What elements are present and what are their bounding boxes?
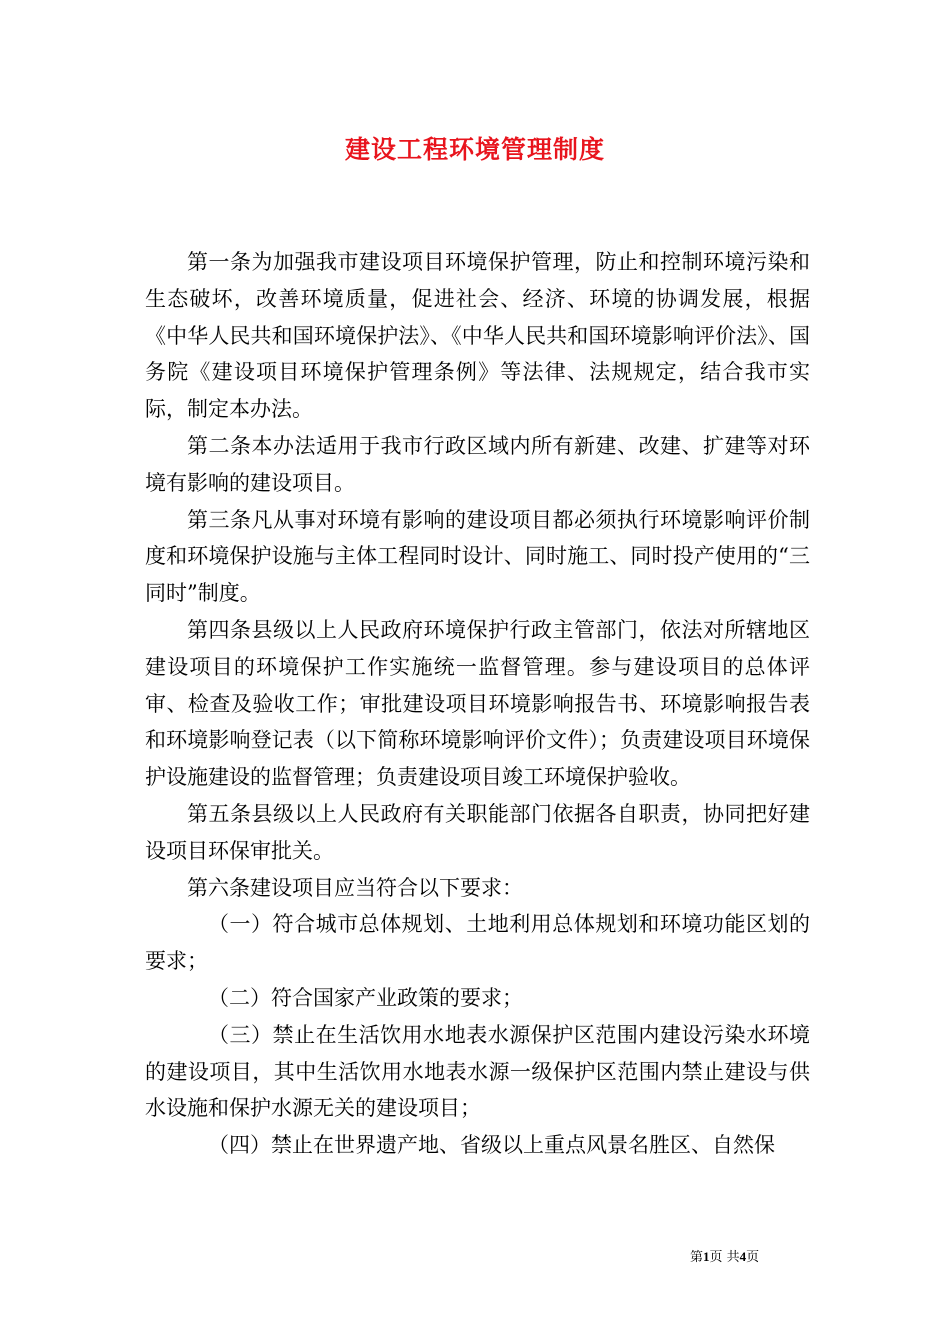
footer-total-pages: 4 bbox=[739, 1249, 747, 1264]
footer-suffix: 页 bbox=[746, 1250, 760, 1265]
paragraph-article-1: 第一条为加强我市建设项目环境保护管理，防止和控制环境污染和生态破坏，改善环境质量，促进社会、经济、环境的协调发展，根据《中华人民共和国环境保护法》、《中华人民共和国环境影响评价法》、国务院《建设项目环境保护管理条例》等法律、法规规定，结合我市实际，制定本办法。 bbox=[145, 250, 810, 422]
paragraph-article-4: 第四条县级以上人民政府环境保护行政主管部门，依法对所辖地区建设项目的环境保护工作实施统一监督管理。参与建设项目的总体评审、检查及验收工作；审批建设项目环境影响报告书、环境影响报告表和环境影响登记表（以下简称环境影响评价文件）；负责建设项目环境保护设施建设的监督管理；负责建设项目竣工环境保护验收。 bbox=[145, 617, 810, 790]
paragraph-item-2: （二）符合国家产业政策的要求； bbox=[208, 985, 523, 1010]
paragraph-item-4: （四）禁止在世界遗产地、省级以上重点风景名胜区、自然保 bbox=[208, 1133, 775, 1158]
paragraph-item-3: （三）禁止在生活饮用水地表水源保护区范围内建设污染水环境的建设项目，其中生活饮用水地表水源一级保护区范围内禁止建设与供水设施和保护水源无关的建设项目； bbox=[145, 1022, 810, 1121]
page-footer bbox=[690, 1248, 850, 1267]
paragraph-article-3: 第三条凡从事对环境有影响的建设项目都必须执行环境影响评价制度和环境保护设施与主体工程同时设计、同时施工、同时投产使用的“三同时”制度。 bbox=[145, 507, 810, 606]
paragraph-item-1: （一）符合城市总体规划、土地利用总体规划和环境功能区划的要求； bbox=[145, 912, 810, 974]
paragraph-article-5: 第五条县级以上人民政府有关职能部门依据各自职责，协同把好建设项目环保审批关。 bbox=[145, 801, 810, 863]
footer-prefix: 第 bbox=[690, 1250, 704, 1265]
footer-middle: 页 共 bbox=[709, 1250, 740, 1265]
document-title: 建设工程环境管理制度 bbox=[344, 135, 605, 164]
footer-page-number: 1 bbox=[703, 1249, 710, 1264]
paragraph-article-6: 第六条建设项目应当符合以下要求： bbox=[187, 875, 523, 900]
document-body bbox=[145, 244, 810, 1164]
paragraph-article-2: 第二条本办法适用于我市行政区域内所有新建、改建、扩建等对环境有影响的建设项目。 bbox=[145, 433, 810, 495]
